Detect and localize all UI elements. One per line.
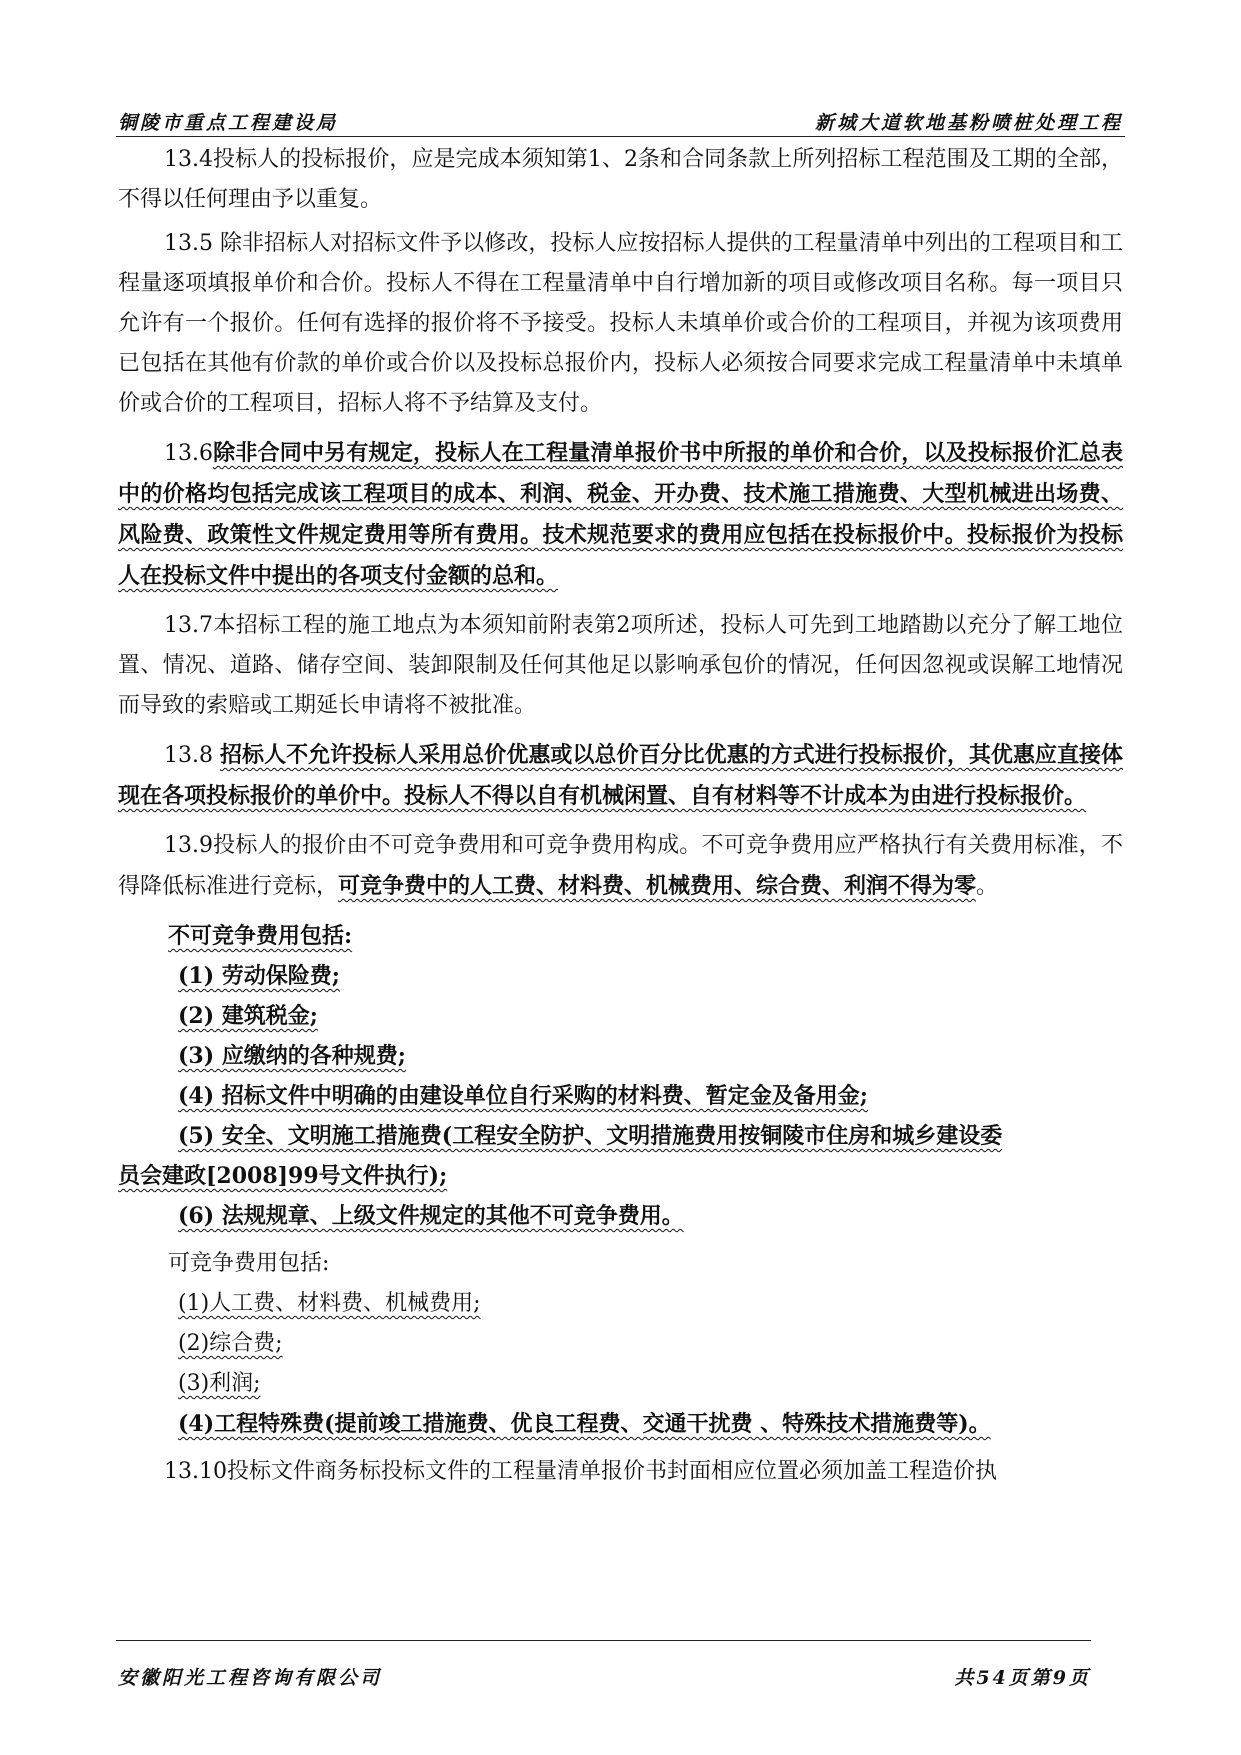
- list-item-text: (1)人工费、材料费、机械费用;: [178, 1291, 481, 1316]
- clause-13-9-end: 。: [976, 874, 999, 899]
- list-item-text: (2)综合费;: [178, 1331, 283, 1356]
- clause-13-9-emphasis: 可竞争费中的人工费、材料费、机械费用、综合费、利润不得为零: [338, 873, 977, 899]
- list-item-text: (5) 安全、文明施工措施费(工程安全防护、文明措施费用按铜陵市住房和城乡建设委: [178, 1123, 1003, 1149]
- list-item: [178, 1364, 1123, 1404]
- list-item-text: 员会建政[2008]99号文件执行);: [118, 1163, 448, 1189]
- clause-13-8-text: 招标人不允许投标人采用总价优惠或以总价百分比优惠的方式进行投标报价，其优惠应直接体现在各项投标报价的单价中。投标人不得以自有机械闲置、自有材料等不计成本为由进行投标报价。: [118, 742, 1123, 809]
- page-footer: [118, 1663, 1091, 1691]
- list-item-text: (2) 建筑税金;: [178, 1003, 318, 1029]
- clause-13-6: [118, 433, 1123, 597]
- noncompetitive-heading: [118, 916, 1123, 956]
- list-item: [178, 1116, 1123, 1156]
- clause-13-5: 13.5 除非招标人对招标文件予以修改，投标人应按招标人提供的工程量清单中列出的工程项目和工程量逐项填报单价和合价。投标人不得在工程量清单中自行增加新的项目或修改项目名称。每一项目只允许有一个报价。任何有选择的报价将不予接受。投标人未填单价或合价的工程项目，并视为该项费用已包括在其他有价款的单价或合价以及投标总报价内，投标人必须按合同要求完成工程量清单中未填单价或合价的工程项目，招标人将不予结算及支付。: [118, 231, 1123, 416]
- page-header: [118, 108, 1123, 136]
- clause-13-7: 13.7本招标工程的施工地点为本须知前附表第2项所述，投标人可先到工地踏勘以充分了解工地位置、情况、道路、储存空间、装卸限制及任何其他足以影响承包价的情况，任何因忽视或误解工地情况而导致的索赔或工期延长申请将不被批准。: [118, 613, 1123, 718]
- document-body: [118, 140, 1123, 1501]
- list-item-text: (3)利润;: [178, 1371, 261, 1396]
- clause-13-6-number: 13.6: [164, 441, 213, 466]
- clause-13-6-text: 除非合同中另有规定，投标人在工程量清单报价书中所报的单价和合价，以及投标报价汇总表中的价格均包括完成该工程项目的成本、利润、税金、开办费、技术施工措施费、大型机械进出场费、风险费、政策性文件规定费用等所有费用。技术规范要求的费用应包括在投标报价中。投标报价为投标人在投标文件中提出的各项支付金额的总和。: [118, 440, 1123, 589]
- clause-13-4: 13.4投标人的投标报价，应是完成本须知第1、2条和合同条款上所列招标工程范围及工期的全部，不得以任何理由予以重复。: [118, 147, 1123, 212]
- page-number: 共54页第9页: [954, 1667, 1091, 1689]
- footer-rule: [116, 1640, 1091, 1641]
- clause-13-10: 13.10投标文件商务标投标文件的工程量清单报价书封面相应位置必须加盖工程造价执: [164, 1459, 997, 1484]
- footer-company: 安徽阳光工程咨询有限公司: [118, 1667, 383, 1689]
- header-organization: 铜陵市重点工程建设局: [118, 112, 339, 134]
- clause-13-9-text: 13.9投标人的报价由不可竞争费用和可竞争费用构成。不可竞争费用应严格执行有关费用标准，不得降低标准进行竞标，: [118, 833, 1123, 899]
- list-item-text: (3) 应缴纳的各种规费;: [178, 1043, 406, 1069]
- list-item: [178, 1404, 1123, 1444]
- list-item-continuation: [118, 1156, 1123, 1196]
- list-item: [178, 1284, 1123, 1324]
- list-item-text: (4) 招标文件中明确的由建设单位自行采购的材料费、暂定金及备用金;: [178, 1083, 868, 1109]
- list-item: [178, 996, 1123, 1036]
- noncompetitive-list: [118, 956, 1123, 1236]
- competitive-heading: 可竞争费用包括:: [168, 1251, 330, 1276]
- header-rule: [116, 136, 1125, 137]
- list-item: [178, 956, 1123, 996]
- list-item: [178, 1076, 1123, 1116]
- noncompetitive-heading-text: 不可竞争费用包括:: [168, 923, 353, 949]
- clause-13-9: [118, 826, 1123, 907]
- list-item-text: (6) 法规规章、上级文件规定的其他不可竞争费用。: [178, 1203, 684, 1229]
- list-item: [178, 1196, 1123, 1236]
- clause-13-8: [118, 735, 1123, 817]
- list-item-text: (4)工程特殊费(提前竣工措施费、优良工程费、交通干扰费 、特殊技术措施费等)。: [178, 1411, 991, 1437]
- list-item: [178, 1324, 1123, 1364]
- list-item: [178, 1036, 1123, 1076]
- competitive-list: [118, 1284, 1123, 1444]
- header-project-title: 新城大道软地基粉喷桩处理工程: [814, 112, 1123, 134]
- clause-13-8-number: 13.8: [164, 743, 213, 768]
- list-item-text: (1) 劳动保险费;: [178, 963, 340, 989]
